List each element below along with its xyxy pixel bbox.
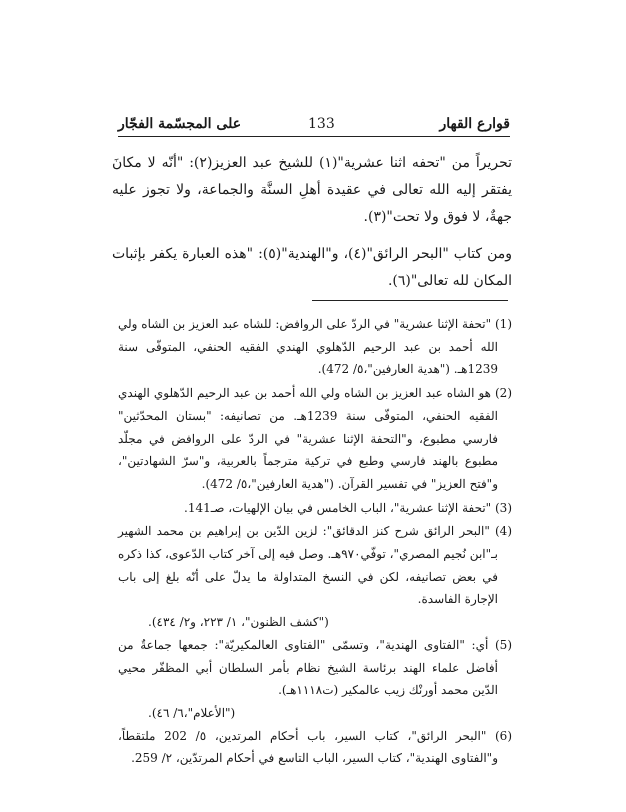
footnote-4: (4) "البحر الرائق شرح كنز الدقائق": لزين الدّين بن إبراهيم بن محمد الشهير بـ"ابن نُجيم المصري"، توفّي٩٧٠هـ. وصل فيه إلى آخر كتاب الدّعوى، كذا ذكره في بعض تصانيفه، لكن في النسخ المتداولة ما يدلّ على أنّه بلغ إلى باب الإجارة الفاسدة.	[118, 524, 512, 607]
footnote-separator	[312, 300, 508, 301]
footnote-6: (6) "البحر الرائق"، كتاب السير، باب أحكام المرتدين، ٥/ 202 ملتقطاً، و"الفتاوى الهندية"، كتاب السير، الباب التاسع في أحكام المرتدّين، ٢/ 259.	[118, 728, 512, 766]
body-paragraph: تحريراً من "تحفه اثنا عشرية"(١) للشيخ عبد العزيز(٢): "أنّه لا مكانَ يفتقر إليه الله تعالى في عقيدة أهلِ السنَّة والجماعة، ولا تجوز عليه جهةٌ، لا فوق ولا تحت"(٣).	[112, 155, 513, 225]
footnote-2: (2) هو الشاه عبد العزيز بن الشاه ولي الله أحمد بن عبد الرحيم الدّهلوي الهندي الفقيه الحنفي، المتوفّى سنة 1239هـ. من تصانيفه: "بستان المحدّثين" فارسي مطبوع، و"التحفة الإثنا عشرية" في الردّ على الروافض في مجلّد مطبوع بالهند فارسي وطبع في تركية مترجماً بالعربية، و"سرّ الشهادتين"، و"فتح العزيز" في تفسير القرآن. ("هدية العارفين"،٥/ 472).	[118, 386, 512, 491]
footnote-5-reference: ("الأعلام"،٦/ ٤٦).	[148, 705, 236, 720]
footnote-1: (1) "تحفة الإثنا عشرية" في الردّ على الروافض: للشاه عبد العزيز بن الشاه ولي الله أحمد بن عبد الرحيم الدّهلوي الهندي الفقيه الحنفي، المتوفّى سنة 1239هـ. ("هدية العارفين"،٥/ 472).	[118, 317, 512, 377]
footnote-5: (5) أي: "الفتاوى الهندية"، وتسمّى "الفتاوى العالمكيريّة": جمعها جماعةٌ من أفاضل علماء الهند برئاسة الشيخ نظام بأمر السلطان أبي المظفّر محيي الدّين محمد أورنْك زيب عالمكير (ت١١١٨هـ).	[118, 637, 512, 698]
main-text	[112, 150, 512, 295]
section-title: على المجسّمة الفجّار	[118, 116, 242, 132]
footnotes	[118, 313, 512, 770]
running-header	[118, 114, 510, 137]
page-number: 133	[308, 116, 335, 132]
footnote-4-reference: ("كشف الظنون"، ١/ ٢٢٣، و٢/ ٤٣٤).	[148, 615, 329, 630]
footnote-3: (3) "تحفة الإثنا عشرية"، الباب الخامس في بيان الإلهيات، صـ141.	[184, 500, 512, 515]
body-paragraph: ومن كتاب "البحر الرائق"(٤)، و"الهندية"(٥): "هذه العبارة يكفر بإثبات المكان لله تعالى"(٦).	[112, 246, 512, 289]
running-title: قوارع القهار	[439, 116, 510, 132]
